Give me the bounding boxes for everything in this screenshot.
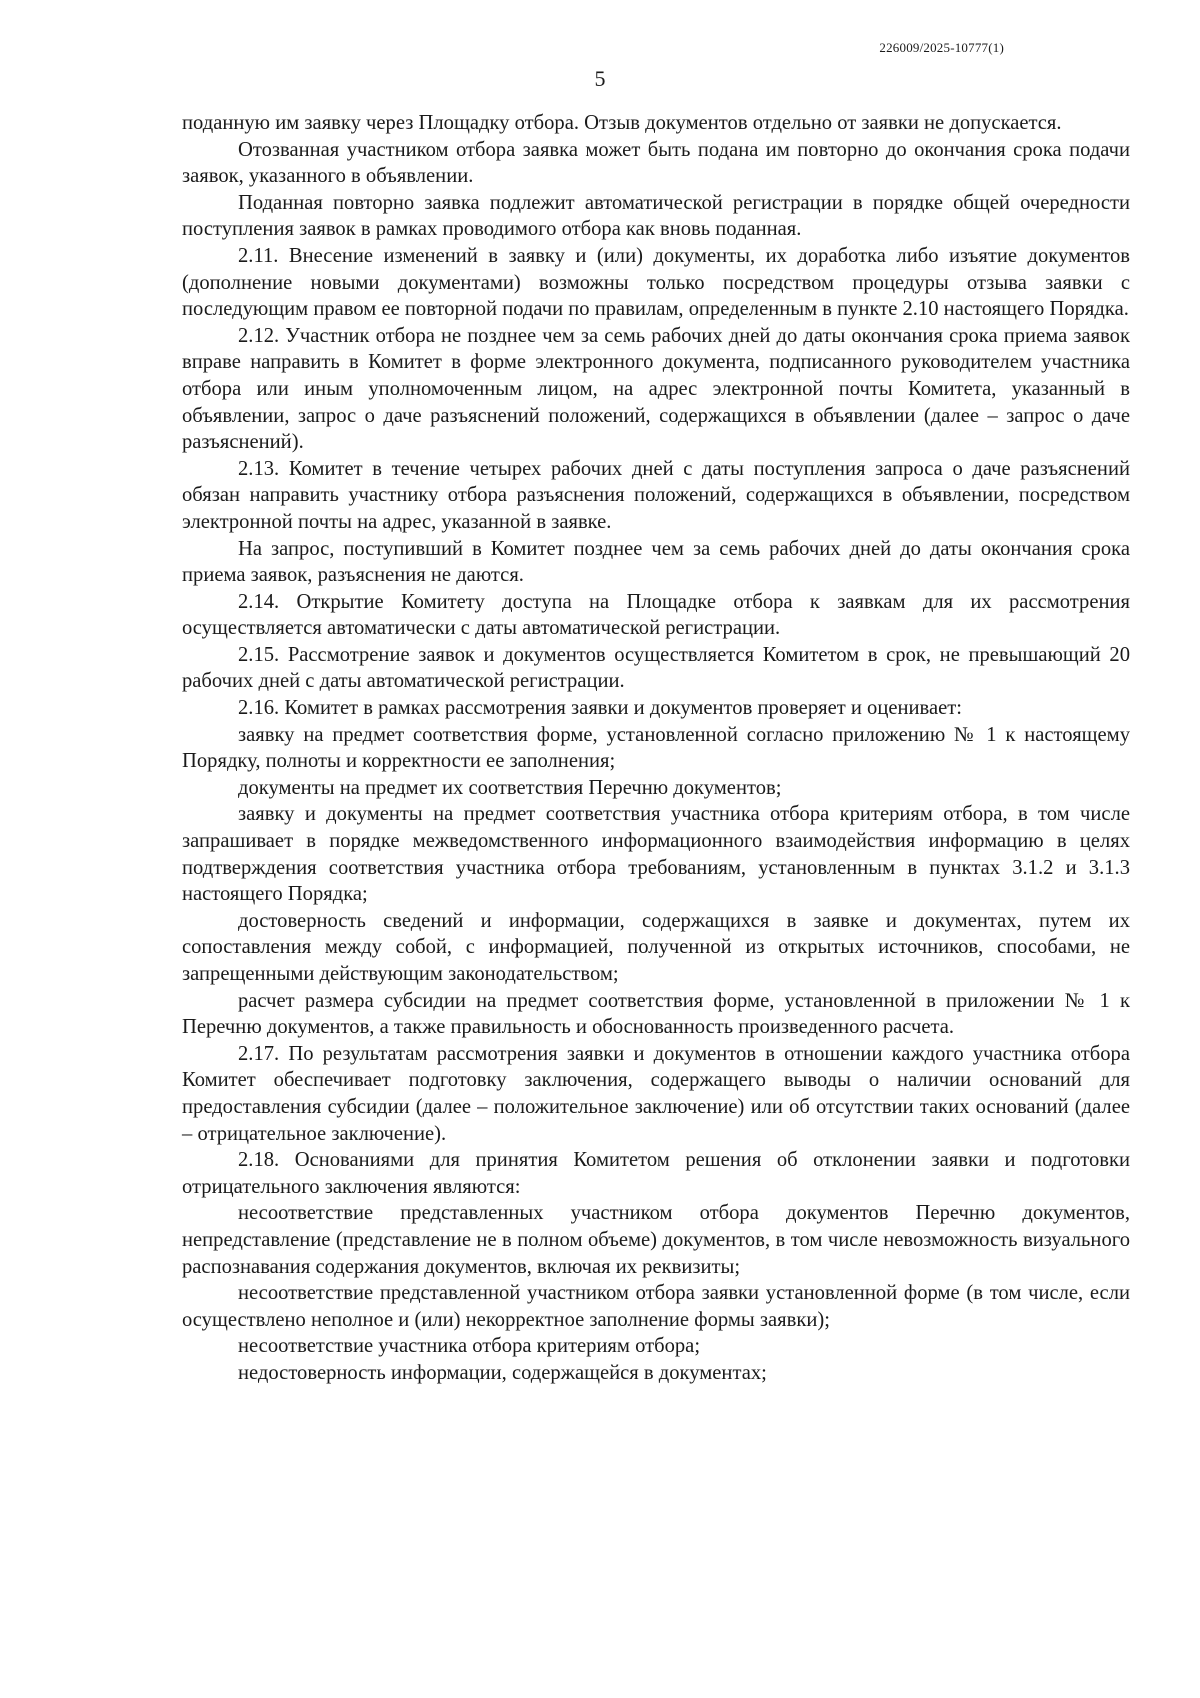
paragraph: 2.15. Рассмотрение заявок и документов осуществляется Комитетом в срок, не превышающий 20 рабочих дней с даты автоматической регистрации. [182, 643, 1130, 693]
paragraph: достоверность сведений и информации, содержащихся в заявке и документах, путем их сопоставления между собой, с информацией, полученной из открытых источников, способами, не запрещенными действующим законодательством; [182, 909, 1130, 985]
paragraph: поданную им заявку через Площадку отбора. Отзыв документов отдельно от заявки не допускается. [182, 112, 1062, 134]
paragraph: недостоверность информации, содержащейся в документах; [238, 1361, 767, 1384]
paragraph: несоответствие представленной участником отбора заявки установленной форме (в том числе, если осуществлено неполное и (или) некорректное заполнение формы заявки); [182, 1282, 1130, 1331]
page-number: 5 [594, 66, 606, 91]
paragraph: заявку и документы на предмет соответствия участника отбора критериям отбора, в том числе запрашивает в порядке межведомственного информационного взаимодействия информацию в целях подтверждения соответствия участника отбора требованиям, установленным в пунктах 3.1.2 и 3.1.3 настоящего Порядка; [182, 803, 1130, 906]
paragraph: заявку на предмет соответствия форме, установленной согласно приложению № 1 к настоящему Порядку, полноты и корректности ее заполнения; [182, 723, 1130, 773]
paragraph: На запрос, поступивший в Комитет позднее чем за семь рабочих дней до даты окончания срока приема заявок, разъяснения не даются. [182, 537, 1130, 587]
paragraph: расчет размера субсидии на предмет соответствия форме, установленной в приложении № 1 к Перечню документов, а также правильность и обоснованность произведенного расчета. [182, 989, 1130, 1039]
paragraph: 2.13. Комитет в течение четырех рабочих дней с даты поступления запроса о даче разъяснений обязан направить участнику отбора разъяснения положений, содержащихся в объявлении, посредством электронной почты на адрес, указанной в заявке. [182, 457, 1130, 533]
paragraph: 2.12. Участник отбора не позднее чем за семь рабочих дней до даты окончания срока приема заявок вправе направить в Комитет в форме электронного документа, подписанного руководителем участника отбора или иным уполномоченным лицом, на адрес электронной почты Комитета, указанный в объявлении, запрос о даче разъяснений положений, содержащихся в объявлении (далее – запрос о даче разъяснений). [182, 324, 1130, 454]
paragraph: 2.17. По результатам рассмотрения заявки и документов в отношении каждого участника отбора Комитет обеспечивает подготовку заключения, содержащего выводы о наличии оснований для предоставления субсидии (далее – положительное заключение) или об отсутствии таких оснований (далее – отрицательное заключение). [182, 1042, 1130, 1145]
paragraph: 2.18. Основаниями для принятия Комитетом решения об отклонении заявки и подготовки отрицательного заключения являются: [182, 1149, 1130, 1198]
paragraph: 2.11. Внесение изменений в заявку и (или) документы, их доработка либо изъятие документов (дополнение новыми документами) возможны только посредством процедуры отзыва заявки с последующим правом ее повторной подачи по правилам, определенным в пункте 2.10 настоящего Порядка. [182, 244, 1130, 321]
paragraph: документы на предмет их соответствия Перечню документов; [238, 776, 782, 799]
paragraph: Поданная повторно заявка подлежит автоматической регистрации в порядке общей очередности поступления заявок в рамках проводимого отбора как вновь поданная. [182, 191, 1130, 241]
paragraph: 2.14. Открытие Комитету доступа на Площадке отбора к заявкам для их рассмотрения осуществляется автоматически с даты автоматической регистрации. [182, 590, 1130, 640]
paragraph: несоответствие участника отбора критериям отбора; [238, 1335, 701, 1358]
paragraph: несоответствие представленных участником отбора документов Перечню документов, непредставление (представление не в полном объеме) документов, в том числе невозможность визуального распознавания содержания документов, включая их реквизиты; [182, 1202, 1130, 1278]
document-registration-number: 226009/2025-10777(1) [879, 40, 1004, 55]
paragraph: 2.16. Комитет в рамках рассмотрения заявки и документов проверяет и оценивает: [238, 697, 962, 720]
paragraph: Отозванная участником отбора заявка может быть подана им повторно до окончания срока подачи заявок, указанного в объявлении. [182, 138, 1130, 188]
document-body [182, 110, 1130, 1387]
